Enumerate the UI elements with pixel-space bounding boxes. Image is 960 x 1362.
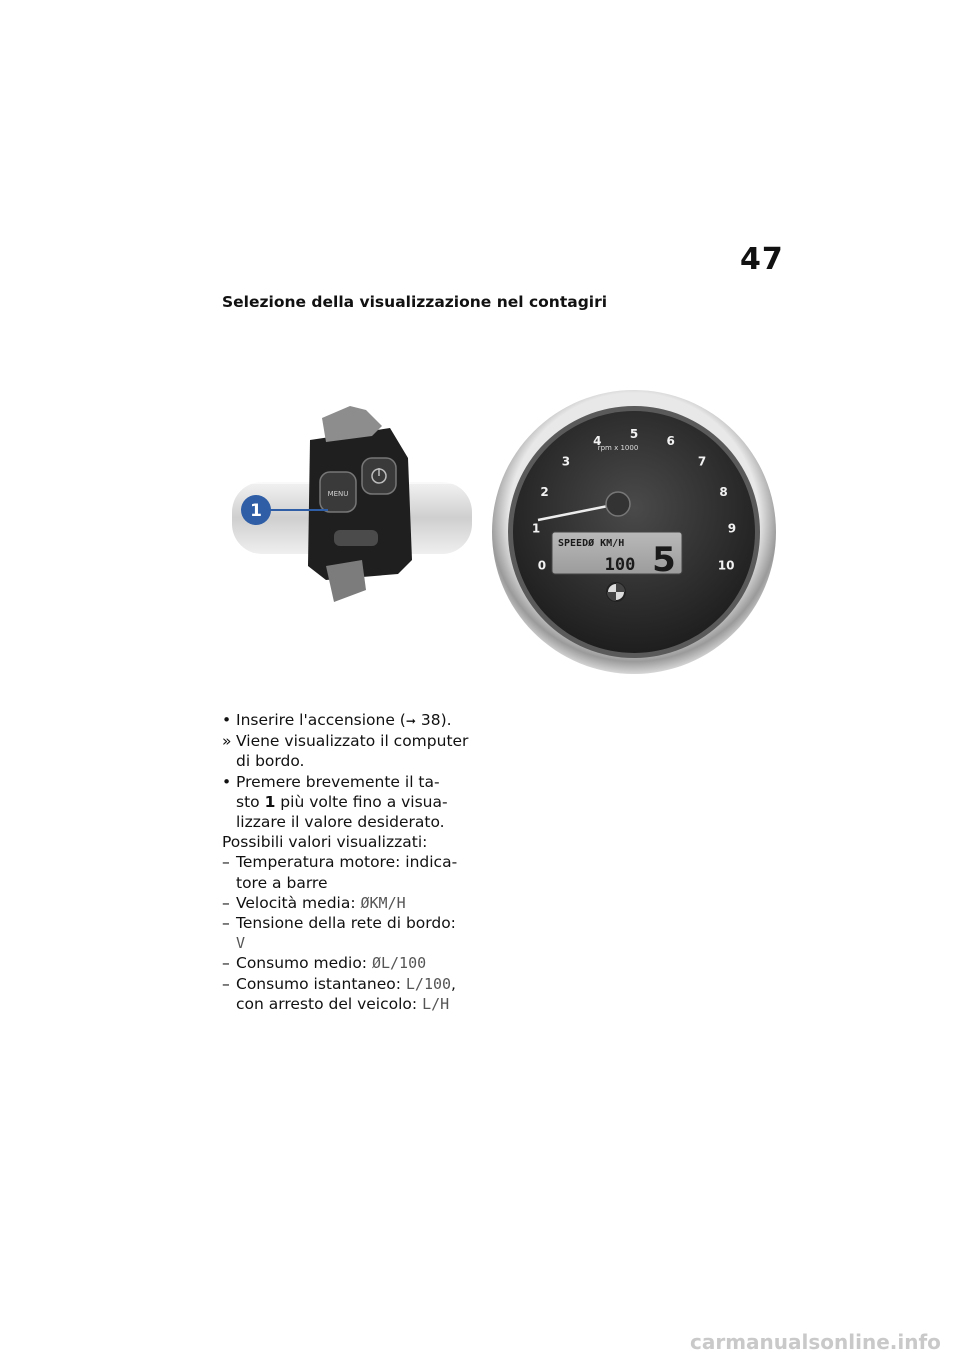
instructions	[222, 710, 502, 1014]
lcd-line1: SPEEDØ KM/H	[558, 538, 625, 549]
option-1	[222, 852, 502, 872]
dash: –	[222, 914, 230, 933]
option-2	[222, 893, 502, 913]
bullet: •	[222, 711, 232, 729]
option-3-line-2	[222, 933, 502, 953]
dash: –	[222, 974, 230, 993]
tick-label: 0	[537, 558, 547, 573]
step-1-text: Inserire l'accensione (	[236, 711, 406, 729]
tick-label: 5	[629, 427, 639, 441]
option-5-text-2: con arresto del veicolo:	[236, 994, 423, 1013]
dash: –	[222, 893, 230, 912]
tick-label: 6	[666, 434, 675, 449]
option-3-text: Tensione della rete di bordo:	[236, 914, 456, 933]
option-5	[222, 974, 502, 994]
rpm-label: rpm x 1000	[597, 444, 639, 452]
result-1-line-2: di bordo.	[236, 752, 305, 771]
step-1-ref: 38).	[420, 711, 452, 729]
page-number: 47	[740, 242, 784, 277]
option-3-display: V	[236, 934, 246, 953]
option-2-text: Velocità media:	[236, 893, 361, 912]
option-4-text: Consumo medio:	[236, 954, 372, 973]
figure-illustration	[222, 370, 780, 680]
result-1	[222, 731, 502, 751]
section-title: Selezione della visualizzazione nel contagiri	[222, 293, 608, 311]
result-mark: »	[222, 732, 232, 751]
page-reference-arrow-icon: ➞	[405, 714, 416, 728]
step-2-line-1: Premere brevemente il ta-	[236, 772, 440, 791]
step-2	[222, 772, 502, 792]
step-2-text-c: più volte fino a visua-	[275, 792, 448, 811]
option-5-display: L/100	[405, 974, 452, 993]
possible-values-heading: Possibili valori visualizzati:	[222, 833, 428, 852]
watermark: carmanualsonline.info	[690, 1330, 941, 1354]
option-2-display: ØKM/H	[360, 893, 406, 912]
step-2-line-3: lizzare il valore desiderato.	[236, 813, 445, 832]
step-2-line-2	[222, 792, 502, 812]
tick-label: 8	[719, 485, 728, 500]
step-1	[222, 710, 502, 731]
option-1-line-2: tore a barre	[236, 873, 328, 892]
lcd-gear: 5	[652, 540, 676, 580]
tick-label: 3	[561, 454, 571, 469]
option-5-comma: ,	[451, 974, 456, 993]
option-5-text: Consumo istantaneo:	[236, 974, 406, 993]
option-4-display: ØL/100	[371, 954, 427, 973]
option-3	[222, 913, 502, 933]
dash: –	[222, 853, 230, 872]
button-reference: 1	[264, 792, 276, 811]
step-2-text-a: sto	[236, 792, 265, 811]
lcd-value: 100	[604, 555, 636, 575]
tick-label: 7	[697, 454, 707, 469]
menu-button-label: MENU	[327, 490, 349, 498]
handlebar-and-gauge-figure	[222, 370, 780, 680]
result-1-line-1: Viene visualizzato il computer	[236, 732, 469, 751]
dash: –	[222, 954, 230, 973]
option-4	[222, 953, 502, 973]
option-1-line-1: Temperatura motore: indica-	[236, 853, 458, 872]
option-5-line-2	[222, 994, 502, 1014]
tick-label: 1	[531, 521, 541, 536]
tick-label: 2	[540, 485, 549, 500]
tick-label: 10	[717, 558, 735, 573]
option-5-display-2: L/H	[422, 994, 450, 1013]
needle-hub	[606, 492, 630, 516]
tick-label: 4	[593, 434, 602, 449]
tick-label: 9	[727, 521, 737, 536]
callout-label: 1	[250, 501, 262, 521]
bullet: •	[222, 772, 232, 791]
